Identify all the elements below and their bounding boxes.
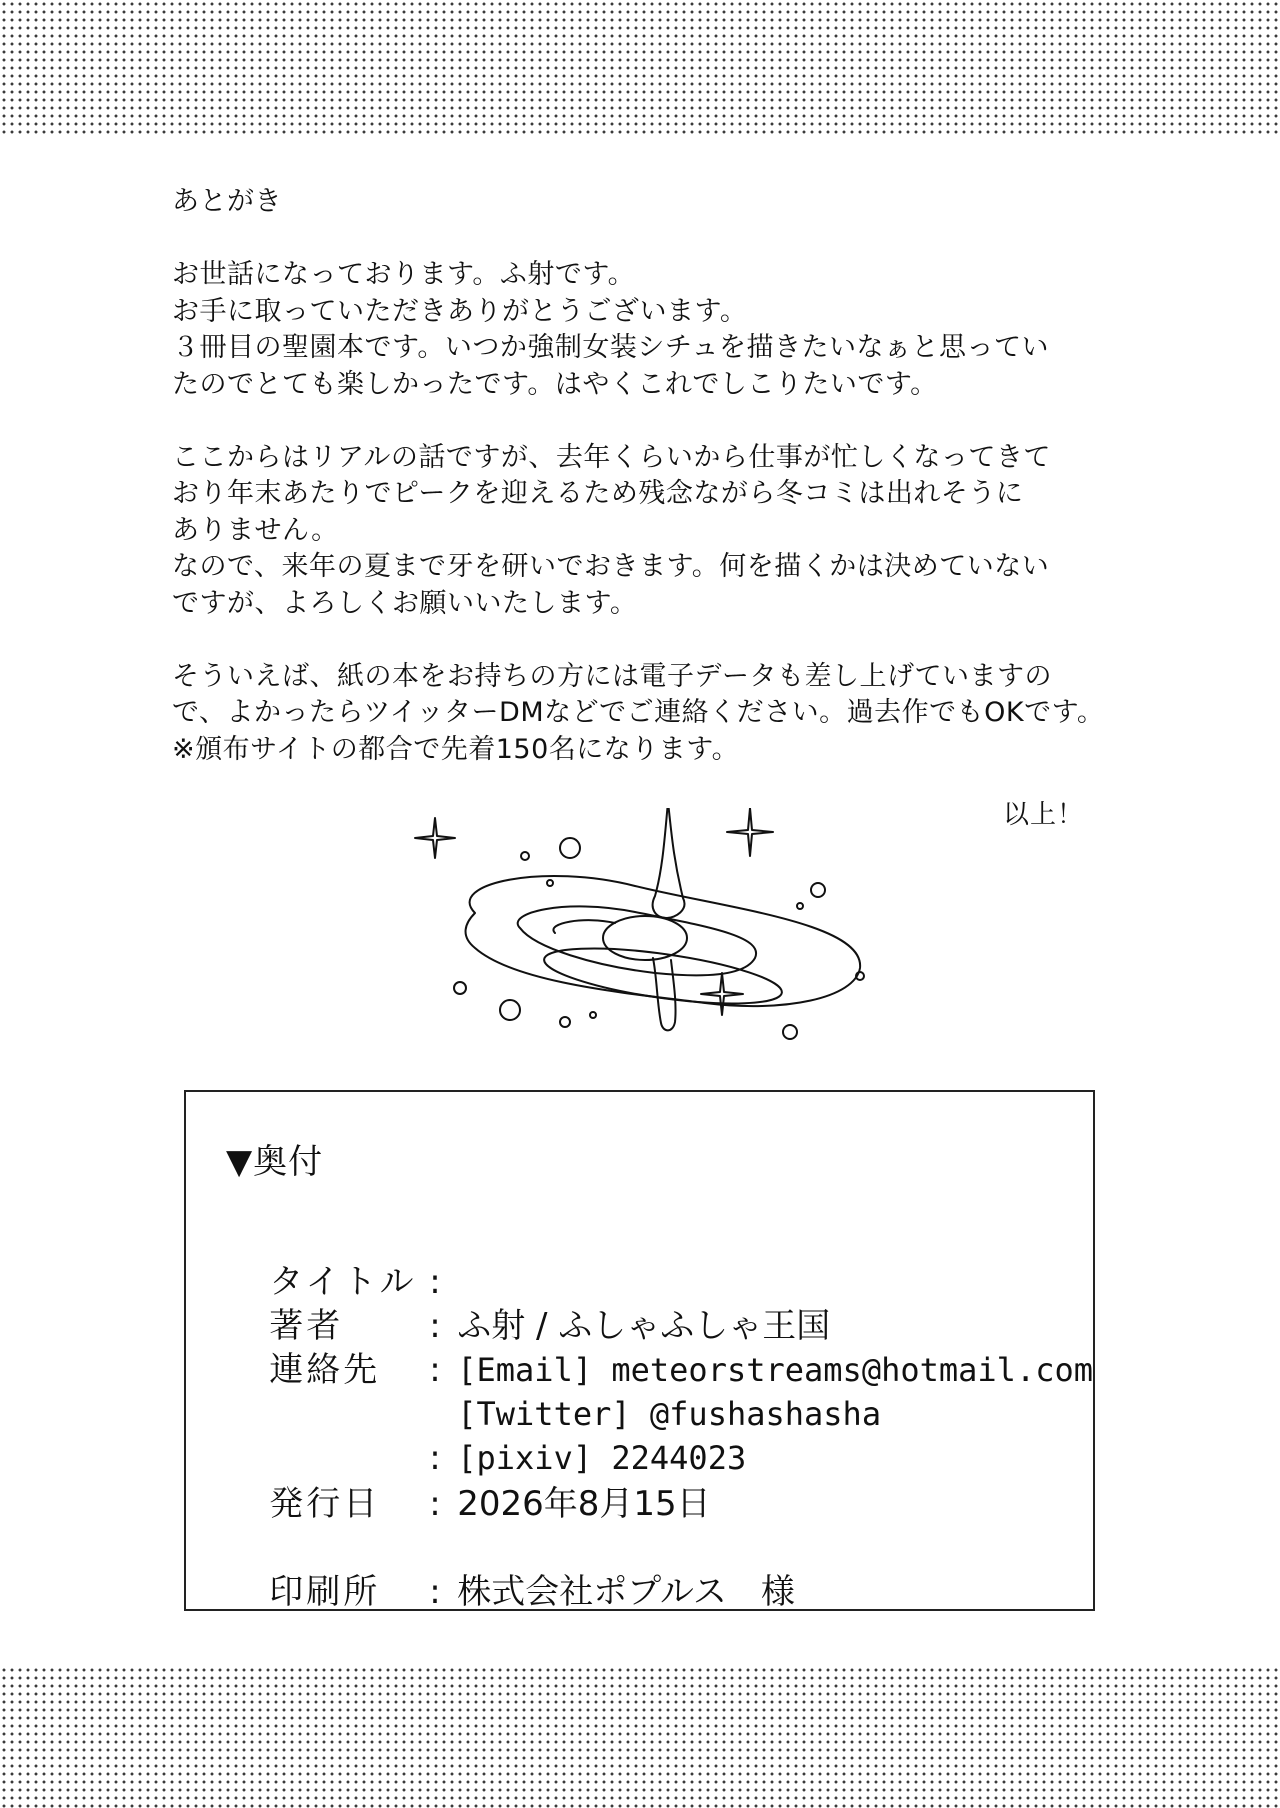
- afterword-line: なので、来年の夏まで牙を研いでおきます。何を描くかは決めていない: [172, 551, 1050, 582]
- halftone-bottom-border: [0, 1666, 1280, 1808]
- afterword-line: そういえば、紙の本をお持ちの方には電子データも差し上げていますの: [172, 660, 1052, 692]
- contact-colon: :: [429, 1350, 441, 1390]
- afterword-line: お世話になっております。ふ射です。: [172, 259, 636, 290]
- title-colon: :: [429, 1262, 441, 1302]
- colophon-printer-row: [226, 1532, 795, 1652]
- contact-email: [Email] meteorstreams@hotmail.com: [457, 1351, 1093, 1389]
- afterword-line: たのでとても楽しかったです。はやくこれでしこりたいです。: [172, 368, 938, 400]
- afterword-line: ※頒布サイトの都合で先着150名になります。: [172, 733, 740, 765]
- afterword-line: ありません。: [172, 514, 339, 546]
- date-label: 発行日: [269, 1484, 381, 1524]
- closing-text: 以上！: [1003, 800, 1085, 830]
- colophon-heading: ▼奥付: [226, 1142, 324, 1182]
- contact-pixiv: [pixiv] 2244023: [457, 1439, 747, 1477]
- colophon-box: [184, 1090, 1095, 1611]
- sparkle-icon: [701, 973, 743, 1015]
- afterword-line: で、よかったらツイッターDMなどでご連絡ください。過去作でもOKです。: [172, 697, 1105, 728]
- date-value: 2026年8月15日: [457, 1484, 711, 1524]
- sparkle-icon: [415, 818, 455, 858]
- afterword-title: あとがき: [172, 186, 282, 217]
- afterword-line: ３冊目の聖園本です。いつか強制女装シチュを描きたいなぁと思ってい: [172, 332, 1050, 363]
- sparkle-icon: [727, 808, 773, 856]
- afterword-line: ですが、よろしくお願いいたします。: [172, 587, 638, 619]
- contact-twitter: [Twitter] @fushashasha: [457, 1395, 882, 1433]
- afterword-text: [172, 184, 1132, 768]
- author-label: 著者: [269, 1306, 344, 1346]
- afterword-line: ここからはリアルの話ですが、去年くらいから仕事が忙しくなってきて: [172, 441, 1051, 473]
- halftone-top-border: [0, 0, 1280, 134]
- printer-label: 印刷所: [269, 1572, 381, 1612]
- splash-illustration: [405, 808, 875, 1058]
- afterword-line: お手に取っていただきありがとうございます。: [172, 295, 748, 327]
- date-colon: :: [429, 1484, 441, 1524]
- afterword-line: おり年末あたりでピークを迎えるため残念ながら冬コミは出れそうに: [172, 478, 1024, 509]
- author-colon: :: [429, 1306, 441, 1346]
- pixiv-colon: :: [429, 1438, 441, 1478]
- author-value: ふ射 / ふしゃふしゃ王国: [457, 1306, 831, 1346]
- title-label: タイトル: [269, 1262, 417, 1302]
- printer-colon: :: [429, 1572, 441, 1612]
- contact-label: 連絡先: [269, 1350, 381, 1390]
- printer-value: 株式会社ポプルス 様: [457, 1572, 795, 1612]
